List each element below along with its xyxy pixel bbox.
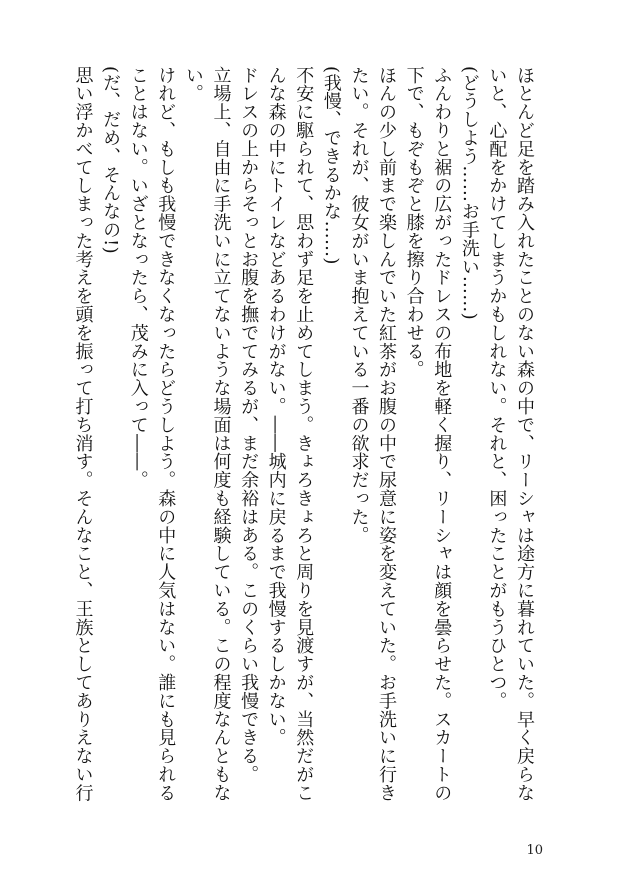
- text-line: いと、心配をかけてしまうかもしれない。それと、困ったことがもうひとつ。: [486, 66, 508, 710]
- text-line: 下で、もぞもぞと膝を擦り合わせる。: [403, 66, 425, 379]
- text-line: (我慢、できるかな……): [320, 66, 342, 265]
- text-line: (だ、だめ、そんなの!): [100, 66, 122, 255]
- text-line: 思い浮かべてしまった考えを頭を振って打ち消す。そんなこと、王族としてありえない行: [72, 66, 94, 802]
- vertical-text-body: [69, 66, 538, 826]
- text-line: んな森の中にトイレなどあるわけがない。――城内に戻るまで我慢するしかない。: [265, 66, 287, 747]
- text-line: (どうしよう……お手洗い……): [458, 66, 480, 321]
- text-line: 立場上、自由に手洗いに立てないような場面は何度も経験している。この程度なんともな: [210, 66, 232, 802]
- text-line: ドレスの上からそっとお腹を撫でてみるが、まだ余裕はある。このくらい我慢できる。: [238, 66, 260, 784]
- text-line: けれど、もしも我慢できなくなったらどうしよう。森の中に人気はない。誰にも見られる: [155, 66, 177, 802]
- text-line: い。: [182, 66, 204, 103]
- text-line: ほとんど足を踏み入れたことのない森の中で、リーシャは途方に暮れていた。早く戻らな: [514, 66, 535, 802]
- page-number: 10: [526, 843, 543, 858]
- text-line: ことはない。いざとなったら、茂みに入って――。: [127, 66, 149, 490]
- text-line: たい。それが、彼女がいま抱えている一番の欲求だった。: [348, 66, 370, 545]
- text-line: ふんわりと裾の広がったドレスの布地を軽く握り、リーシャは顔を曇らせた。スカートの: [431, 66, 453, 802]
- text-line: ほんの少し前まで楽しんでいた紅茶がお腹の中で尿意に姿を変えていた。お手洗いに行き: [376, 66, 398, 802]
- text-line: 不安に駆られて、思わず足を止めてしまう。きょろきょろと周りを見渡すが、当然だがこ: [293, 66, 315, 802]
